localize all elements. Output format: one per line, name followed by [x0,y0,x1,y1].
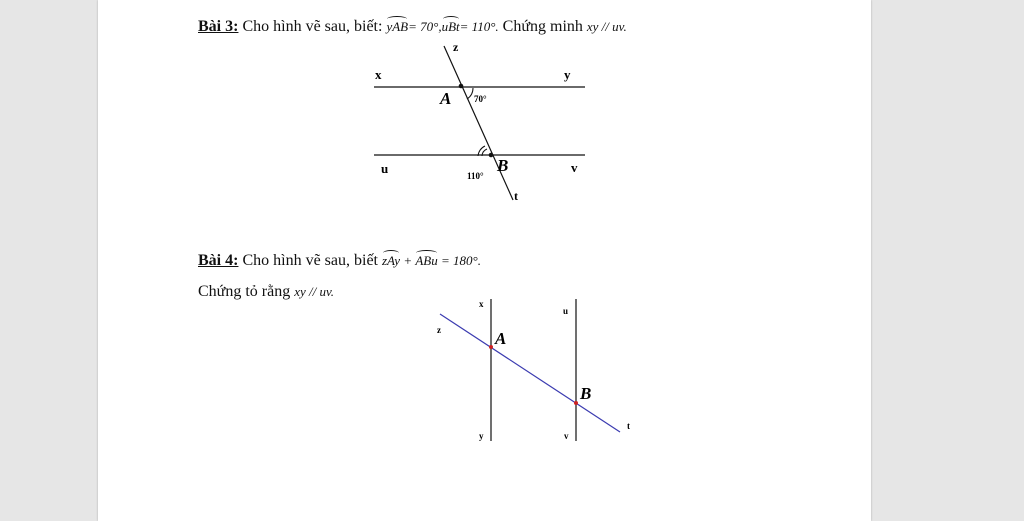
point-A4 [489,345,493,349]
label-y3: y [564,67,571,82]
label-z3: z [453,40,459,54]
bai4-label: Bài 4: [198,252,239,269]
label-t4: t [627,421,630,431]
bai3-angle1: yAB [386,19,409,34]
line-zt4 [440,314,620,432]
label-A3: A [440,89,452,108]
bai4-angle-sum: = 180°. [437,253,481,268]
label-t3: t [514,189,518,203]
bai4-claim: xy // uv. [294,284,335,299]
bai3-label: Bài 3: [198,18,239,35]
bai3-angle2-value: = 110°. [459,19,499,34]
label-u4: u [563,306,569,316]
angle-B-value: 110° [467,171,484,181]
bai3-angle2: uBt [441,19,460,34]
point-B4 [574,401,578,405]
bai4-text-pre: Cho hình vẽ sau, biết [238,252,382,269]
label-x4: x [479,299,484,309]
bai3-angle1-value: = 70°, [408,19,442,34]
label-y4: y [479,431,484,441]
bai4-plus: + [400,253,416,268]
bai4-figure [98,0,871,521]
label-u3: u [381,161,389,176]
label-v3: v [571,160,578,175]
bai4-angle1: zAy [382,253,401,268]
label-v4: v [564,431,569,441]
label-x3: x [375,67,382,82]
bai3-claim: xy // uv. [586,19,627,34]
angle-A-value: 70° [474,94,487,104]
document-page [98,0,871,521]
label-z4: z [437,325,441,335]
bai3-text-pre: Cho hình vẽ sau, biết: [238,18,387,35]
bai4-angle2: ABu [415,253,438,268]
label-B3: B [497,156,509,175]
bai4-line2-pre: Chứng tỏ rằng [198,283,295,300]
label-B4: B [580,384,592,403]
bai3-text-mid: Chứng minh [498,18,587,35]
label-A4: A [495,329,507,348]
